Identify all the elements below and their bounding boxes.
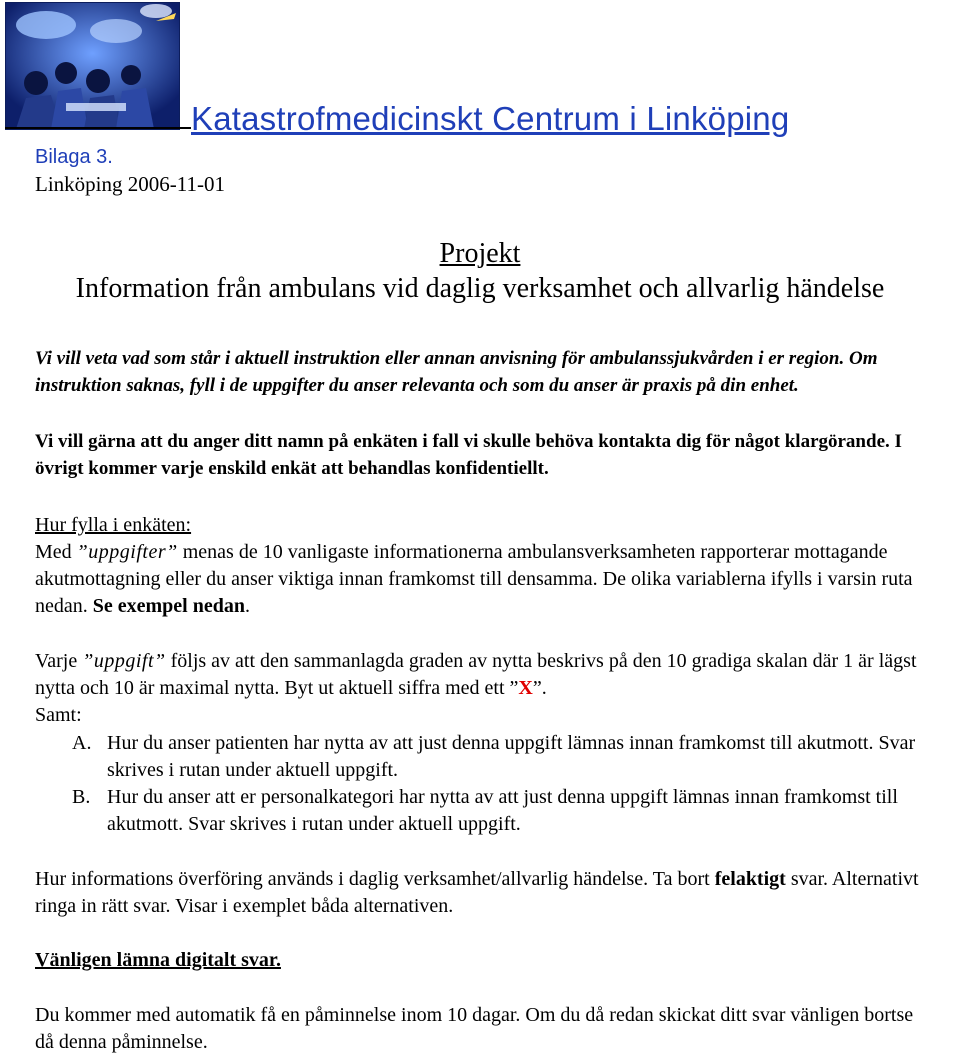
digital-answer-request: Vänligen lämna digitalt svar. (35, 949, 281, 971)
intro-paragraph-bold: Vi vill gärna att du anger ditt namn på enkäten i fall vi skulle behöva kontakta dig för något klargörande. I övrigt kommer varje enskild enkät att behandlas konfidentiellt. (35, 431, 902, 479)
attachment-label: Bilaga 3. (35, 146, 113, 168)
instructions-paragraph (35, 512, 935, 620)
text-run: Varje (35, 650, 83, 672)
quote-close: ” (532, 677, 542, 699)
place-date: Linköping 2006-11-01 (35, 172, 225, 196)
project-heading: Projekt (439, 238, 521, 269)
list-marker: B. (72, 786, 91, 808)
text-run: menas de 10 vanligaste informationerna ambulansverksamheten rapporterar mottagande akutmottagning eller du anser viktiga innan framkomst till densamma. De olika variablerna ifylls i varsin ruta nedan. (35, 541, 913, 617)
see-example-text: Se exempel nedan (92, 595, 245, 617)
quote-open: ” (509, 677, 519, 699)
text-run: . (244, 595, 250, 617)
incorrect-word: felaktigt (714, 868, 786, 890)
list-text: Hur du anser att er personalkategori har nytta av att just denna uppgift lämnas innan framkomst till akutmott. Svar skrives i rutan under aktuell uppgift. (107, 786, 898, 835)
scale-paragraph (35, 648, 935, 702)
text-run: svar. Alternativt ringa in rätt svar. Visar i exemplet båda alternativen. (35, 868, 919, 917)
reminder-paragraph: Du kommer med automatik få en påminnelse inom 10 dagar. Om du då redan skickat ditt svar vänligen bortse då denna påminnelse. (35, 1004, 914, 1053)
usage-paragraph (35, 866, 935, 920)
list-marker: A. (72, 732, 92, 754)
term-uppgifter: ”uppgifter” (76, 541, 178, 563)
term-uppgift: ”uppgift” (82, 650, 166, 672)
text-run: Med (35, 541, 77, 563)
instructions-heading: Hur fylla i enkäten: (35, 514, 192, 536)
organization-name: Katastrofmedicinskt Centrum i Linköping (191, 100, 790, 137)
surgery-team-logo-icon (5, 2, 180, 130)
intro-paragraph-italic: Vi vill veta vad som står i aktuell instruktion eller annan anvisning för ambulanssjukvården i er region. Om instruktion saknas, fyll i de uppgifter du anser relevanta och som du anser är praxis på din enhet. (35, 348, 878, 396)
text-run: Hur informations överföring används i daglig verksamhet/allvarlig händelse. Ta bort (35, 868, 715, 890)
list-text: Hur du anser patienten har nytta av att just denna uppgift lämnas innan framkomst till akutmott. Svar skrives i rutan under aktuell uppgift. (107, 732, 916, 781)
also-label: Samt: (35, 704, 82, 726)
text-run: . (541, 677, 547, 699)
red-x-mark: X (518, 677, 533, 699)
header-rule (5, 127, 191, 129)
document-title: Information från ambulans vid daglig verksamhet och allvarlig händelse (75, 273, 885, 304)
text-run: följs av att den sammanlagda graden av nytta beskrivs på den 10 gradiga skalan där 1 är lägst nytta och 10 är maximal nytta. Byt ut aktuell siffra med ett (35, 650, 917, 699)
